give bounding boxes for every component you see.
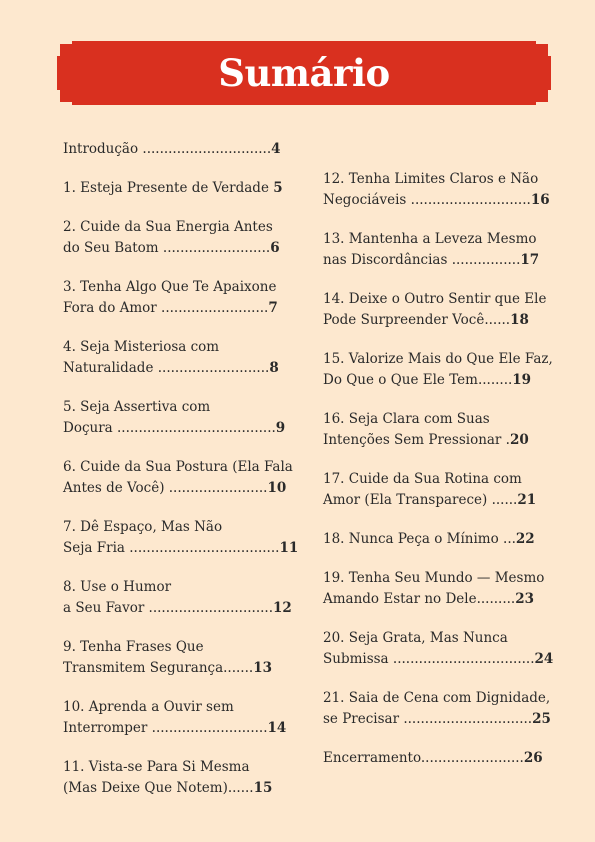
toc-entry-label: Pode Surpreender Você...... bbox=[323, 312, 511, 328]
toc-entry-label: 12. Tenha Limites Claros e Não bbox=[323, 171, 539, 187]
toc-entry-label: 13. Mantenha a Leveza Mesmo bbox=[323, 231, 537, 247]
toc-entry-label: 17. Cuide da Sua Rotina com bbox=[323, 471, 522, 487]
toc-entry bbox=[63, 577, 295, 619]
toc-page-number: 23 bbox=[515, 591, 535, 607]
toc-entry-text bbox=[63, 538, 299, 559]
toc-entry-label: 3. Tenha Algo Que Te Apaixone bbox=[63, 279, 277, 295]
toc-entry-text bbox=[63, 658, 295, 679]
toc-entry bbox=[63, 217, 295, 259]
toc-entry bbox=[63, 337, 295, 379]
toc-entry-label: Introdução .............................. bbox=[63, 141, 272, 157]
toc-entry-label: 7. Dê Espaço, Mas Não bbox=[63, 519, 223, 535]
toc-page-number: 19 bbox=[512, 372, 532, 388]
toc-entry-label: do Seu Batom ......................... bbox=[63, 240, 271, 256]
toc-entry-text bbox=[63, 517, 295, 538]
toc-page-number: 14 bbox=[267, 720, 287, 736]
toc-entry-label: 1. Esteja Presente de Verdade bbox=[63, 180, 274, 196]
toc-entry-text bbox=[323, 649, 559, 670]
toc-page-number: 16 bbox=[530, 192, 550, 208]
toc-entry-label: 6. Cuide da Sua Postura (Ela Fala bbox=[63, 459, 293, 475]
toc-page-number: 12 bbox=[273, 600, 292, 616]
toc-page-number: 22 bbox=[515, 531, 535, 547]
toc-entry bbox=[323, 469, 559, 511]
toc-page-number: 9 bbox=[275, 420, 286, 436]
toc-entry-label: 9. Tenha Frases Que bbox=[63, 639, 204, 655]
toc-entry-label: (Mas Deixe Que Notem)...... bbox=[63, 780, 254, 796]
toc-entry-text bbox=[63, 238, 295, 259]
toc-page-number: 18 bbox=[510, 312, 529, 328]
toc-entry-text bbox=[63, 757, 295, 778]
toc-entry-text bbox=[63, 577, 295, 598]
toc-entry-text bbox=[323, 430, 559, 451]
toc-entry-text bbox=[323, 169, 559, 190]
toc-entry bbox=[323, 409, 559, 451]
toc-entry-text bbox=[63, 637, 295, 658]
toc-entry-label: 21. Saia de Cena com Dignidade, bbox=[323, 690, 551, 706]
toc-entry bbox=[323, 529, 559, 550]
toc-entry-label: 4. Seja Misteriosa com bbox=[63, 339, 220, 355]
toc-entry-label: 5. Seja Assertiva com bbox=[63, 399, 211, 415]
toc-entry-label: Antes de Você) ....................... bbox=[63, 480, 268, 496]
toc-entry-text bbox=[323, 469, 559, 490]
toc-entry-text bbox=[323, 688, 559, 709]
toc-entry-text bbox=[323, 589, 559, 610]
title-banner bbox=[57, 41, 551, 105]
toc-entry bbox=[63, 637, 295, 679]
toc-entry bbox=[323, 289, 559, 331]
toc-page-number: 17 bbox=[520, 252, 540, 268]
toc-entry bbox=[63, 757, 295, 799]
toc-entry-label: Fora do Amor ......................... bbox=[63, 300, 269, 316]
toc-entry-text bbox=[63, 598, 295, 619]
toc-entry-text bbox=[323, 349, 559, 370]
toc-entry-label: 16. Seja Clara com Suas bbox=[323, 411, 490, 427]
toc-page-number: 7 bbox=[268, 300, 278, 316]
toc-page-number: 6 bbox=[270, 240, 280, 256]
toc-entry-text bbox=[63, 139, 295, 160]
toc-entry bbox=[63, 277, 295, 319]
toc-entry-text bbox=[323, 310, 559, 331]
toc-entry-label: Seja Fria ................................... bbox=[63, 540, 280, 556]
toc-entry bbox=[323, 568, 559, 610]
toc-entry-text bbox=[63, 337, 295, 358]
toc-page-number: 4 bbox=[271, 141, 281, 157]
toc-page-number: 24 bbox=[534, 651, 554, 667]
toc-entry-text bbox=[63, 298, 295, 319]
toc-page-number: 11 bbox=[279, 540, 299, 556]
toc-entry-label: Do Que o Que Ele Tem........ bbox=[323, 372, 513, 388]
toc-page-number: 21 bbox=[517, 492, 537, 508]
toc-entry bbox=[63, 517, 299, 559]
toc-entry-label: Intenções Sem Pressionar . bbox=[323, 432, 510, 448]
toc-entry-label: 10. Aprenda a Ouvir sem bbox=[63, 699, 234, 715]
toc-entry-label: 8. Use o Humor bbox=[63, 579, 172, 595]
toc-page-number: 10 bbox=[267, 480, 287, 496]
toc-entry-label: 14. Deixe o Outro Sentir que Ele bbox=[323, 291, 547, 307]
toc-entry-text bbox=[323, 229, 559, 250]
toc-entry bbox=[323, 748, 559, 769]
toc-entry-text bbox=[323, 529, 559, 550]
toc-page-number: 5 bbox=[273, 180, 283, 196]
toc-left-column bbox=[63, 139, 299, 817]
toc-entry-text bbox=[323, 370, 559, 391]
toc-page-number: 25 bbox=[532, 711, 551, 727]
toc-entry bbox=[63, 178, 295, 199]
toc-entry-text bbox=[63, 718, 295, 739]
toc-entry bbox=[323, 688, 559, 730]
toc-entry-text bbox=[323, 628, 559, 649]
toc-entry-text bbox=[63, 277, 295, 298]
toc-entry-text bbox=[323, 709, 559, 730]
toc-entry-label: nas Discordâncias ................ bbox=[323, 252, 521, 268]
toc-entry-text bbox=[323, 409, 559, 430]
toc-page-number: 20 bbox=[509, 432, 529, 448]
toc-entry-label: Transmitem Segurança....... bbox=[63, 660, 254, 676]
toc-entry-text bbox=[63, 778, 295, 799]
toc-entry-label: Doçura ..................................... bbox=[63, 420, 276, 436]
toc-entry-label: Amando Estar no Dele......... bbox=[323, 591, 516, 607]
toc-entry-label: Negociáveis ............................ bbox=[323, 192, 531, 208]
toc-entry-label: Encerramento........................ bbox=[323, 750, 524, 766]
toc-entry-label: 19. Tenha Seu Mundo — Mesmo bbox=[323, 570, 545, 586]
toc-entry bbox=[63, 139, 295, 160]
toc-entry-text bbox=[63, 358, 295, 379]
toc-page-number: 15 bbox=[253, 780, 273, 796]
toc-entry-text bbox=[323, 289, 559, 310]
toc-entry-text bbox=[323, 490, 559, 511]
toc-entry-label: Submissa ................................. bbox=[323, 651, 535, 667]
toc-page-number: 8 bbox=[269, 360, 279, 376]
toc-entry-label: 2. Cuide da Sua Energia Antes bbox=[63, 219, 273, 235]
toc-right-column bbox=[323, 169, 559, 787]
toc-entry-label: se Precisar .............................. bbox=[323, 711, 533, 727]
toc-entry-text bbox=[323, 748, 559, 769]
toc-entry bbox=[63, 397, 295, 439]
toc-entry-label: Naturalidade .......................... bbox=[63, 360, 270, 376]
toc-entry bbox=[323, 229, 559, 271]
toc-entry-text bbox=[323, 250, 559, 271]
toc-entry bbox=[323, 349, 559, 391]
toc-entry-text bbox=[63, 397, 295, 418]
toc-entry-text bbox=[63, 697, 295, 718]
page-title: Sumário bbox=[218, 51, 390, 95]
toc-entry-text bbox=[63, 178, 295, 199]
toc-entry-text bbox=[63, 457, 295, 478]
toc-entry-text bbox=[323, 568, 559, 589]
toc-entry-label: Amor (Ela Transparece) ...... bbox=[323, 492, 518, 508]
toc-entry-label: 15. Valorize Mais do Que Ele Faz, bbox=[323, 351, 553, 367]
toc-entry-text bbox=[63, 217, 295, 238]
toc-entry bbox=[63, 457, 295, 499]
toc-entry-text bbox=[63, 418, 295, 439]
toc-entry-label: 20. Seja Grata, Mas Nunca bbox=[323, 630, 508, 646]
toc-entry bbox=[63, 697, 295, 739]
toc-entry-label: 18. Nunca Peça o Mínimo ... bbox=[323, 531, 516, 547]
toc-page-number: 13 bbox=[253, 660, 272, 676]
toc-entry-label: Interromper ........................... bbox=[63, 720, 268, 736]
toc-page-number: 26 bbox=[523, 750, 543, 766]
toc-entry bbox=[323, 628, 559, 670]
toc-entry-text bbox=[63, 478, 295, 499]
toc-entry-label: 11. Vista-se Para Si Mesma bbox=[63, 759, 250, 775]
toc-entry bbox=[323, 169, 559, 211]
toc-entry-text bbox=[323, 190, 559, 211]
toc-entry-label: a Seu Favor ............................. bbox=[63, 600, 274, 616]
